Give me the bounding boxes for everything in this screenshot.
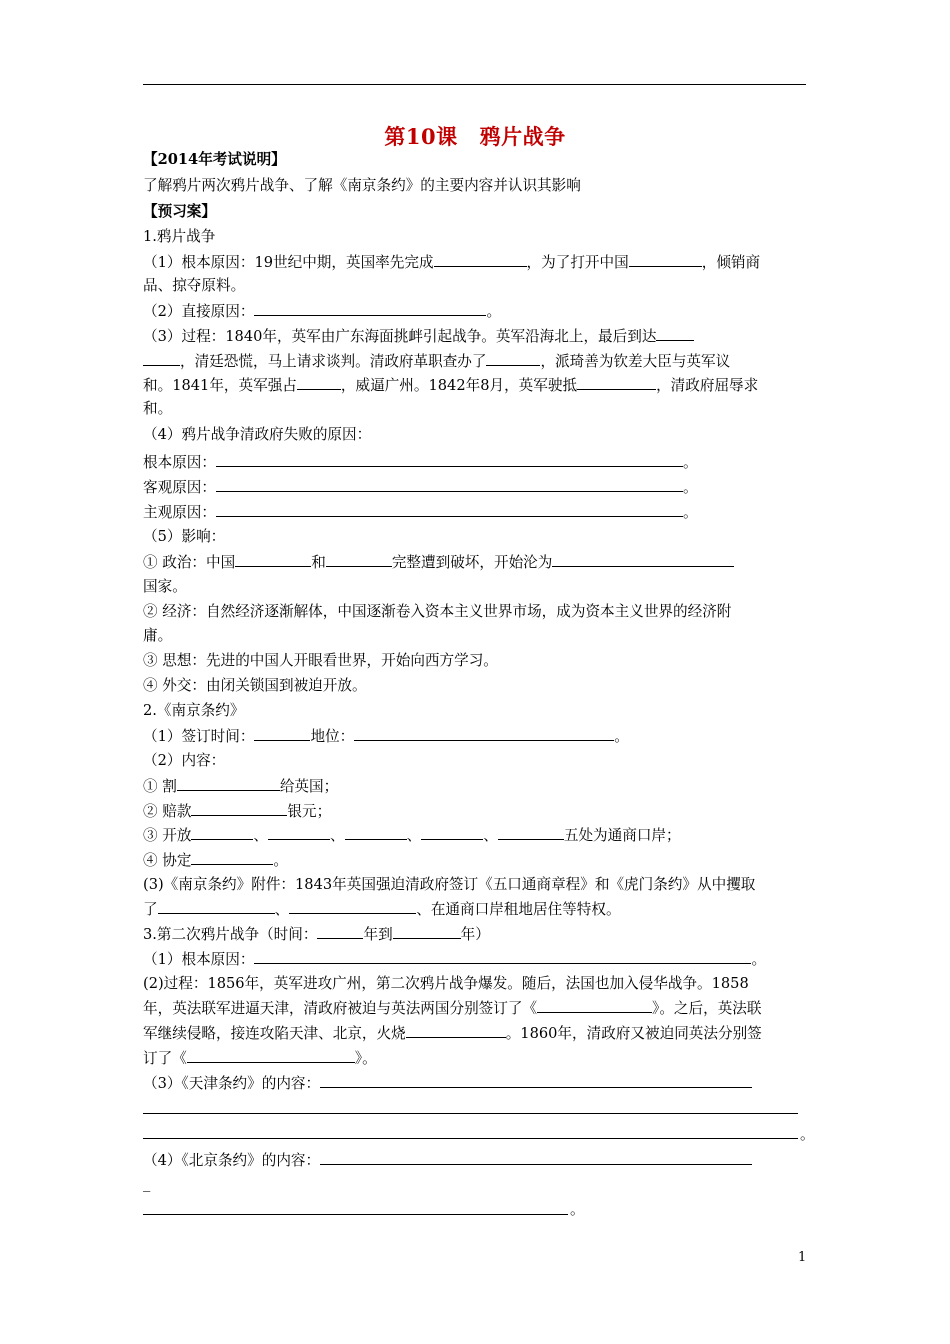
blank-port-5[interactable] [498,825,564,840]
blank-reach-place-a[interactable] [656,326,694,341]
blank-china-market[interactable] [629,252,702,267]
s3-beijing-dash: _ [143,1175,151,1192]
blank-failure-root[interactable] [216,452,683,467]
blank-tariff[interactable] [191,850,273,865]
blank-port-2[interactable] [268,825,330,840]
blank-failure-subjective[interactable] [216,502,683,517]
blank-status[interactable] [354,726,614,741]
blank-tianjin-content-2[interactable] [143,1113,798,1114]
preview-heading: 【预习案】 [143,203,216,220]
s2-tariff: ④ 协定 。 [143,852,289,869]
s1-failure-root: 根本原因： 。 [143,454,698,471]
blank-dismissed-official[interactable] [486,351,540,366]
header-rule [143,84,806,85]
s1-impact-diplomacy: ④ 外交：由闭关锁国到被迫开放。 [143,677,367,694]
s3-root-cause: （1）根本原因： 。 [143,951,767,968]
s1-root-cause: （1）根本原因：19世纪中期，英国率先完成 ，为了打开中国 ，倾销商 [143,254,761,271]
blank-privilege-1[interactable] [158,899,275,914]
s2-ports: ③ 开放 、 、 、 、 五处为通商口岸； [143,827,681,844]
blank-beijing-content-2[interactable] [143,1214,568,1215]
s2-cede: ① 割 给英国； [143,778,339,795]
s1-failure-objective: 客观原因： 。 [143,479,698,496]
s3-process-3: 军继续侵略，接连攻陷天津、北京，火烧 。1860年，清政府又被迫同英法分别签 [143,1025,762,1042]
lesson-topic: 鸦片战争 [479,124,566,149]
s2-annex-cont: 了 、 、在通商口岸租地居住等特权。 [143,901,621,918]
s2-annex: (3)《南京条约》附件：1843年英国强迫清政府签订《五口通商章程》和《虎门条约》从中攫取 [143,876,756,893]
s1-direct-cause: （2）直接原因： 。 [143,303,502,320]
blank-arrived-place[interactable] [577,375,656,390]
blank-start-year[interactable] [317,924,363,939]
blank-reach-place-b[interactable] [143,351,180,366]
s3-tianjin-content: （3）《天津条约》的内容： [143,1073,752,1094]
blank-direct-cause[interactable] [254,301,486,316]
s3-tianjin-end: 。 [800,1126,815,1143]
blank-burned-site[interactable] [406,1023,506,1038]
blank-end-year[interactable] [393,924,461,939]
blank-sign-time[interactable] [254,726,310,741]
s1-process-3: 和。1841年，英军强占 ，威逼广州。1842年8月，英军驶抵 ，清政府屈辱求 [143,377,759,394]
blank-privilege-2[interactable] [289,899,416,914]
page-title [0,121,950,151]
blank-semi-colonial[interactable] [552,552,734,567]
blank-beijing-content-1[interactable] [320,1150,752,1165]
blank-port-3[interactable] [345,825,407,840]
s1-impact-economic-cont: 庸。 [143,627,173,644]
s3-process-2: 年，英法联军进逼天津，清政府被迫与英法两国分别签订了《 》。之后，英法联 [143,1000,762,1017]
s1-root-cause-cont: 品、掠夺原料。 [143,277,246,294]
s2-sign-time: （1）签订时间： 地位： 。 [143,728,629,745]
blank-ceded-land[interactable] [177,776,280,791]
s1-process-1: （3）过程：1840年，英军由广东海面挑衅引起战争。英军沿海北上，最后到达 [143,326,694,347]
s3-beijing-end: 。 [570,1201,585,1218]
s3-beijing-content: （4）《北京条约》的内容： [143,1150,752,1171]
blank-port-4[interactable] [421,825,483,840]
section-3-heading: 3.第二次鸦片战争（时间： 年到 年） [143,926,490,943]
s1-impact-economic: ② 经济：自然经济逐渐解体，中国逐渐卷入资本主义世界市场，成为资本主义世界的经济附 [143,603,732,620]
s1-impact-ideology: ③ 思想：先进的中国人开眼看世界，开始向西方学习。 [143,652,498,669]
page-number: 1 [798,1250,807,1265]
section-1-heading: 1.鸦片战争 [143,228,216,245]
s1-failure-subjective: 主观原因： 。 [143,504,698,521]
s1-process-2: ，清廷恐慌，马上请求谈判。清政府革职查办了 ，派琦善为钦差大臣与英军议 [143,351,730,372]
blank-tianjin-treaty[interactable] [537,998,652,1013]
blank-tianjin-content-1[interactable] [320,1073,752,1088]
lesson-number: 第10课 [384,124,458,149]
s2-content-heading: （2）内容： [143,752,226,769]
blank-sovereignty[interactable] [235,552,311,567]
s1-impact-political-cont: 国家。 [143,578,187,595]
blank-tianjin-content-3[interactable] [143,1138,798,1139]
blank-second-war-cause[interactable] [254,949,751,964]
exam-heading: 【2014年考试说明】 [143,151,286,168]
blank-port-1[interactable] [191,825,253,840]
s1-failure-reasons: （4）鸦片战争清政府失败的原因： [143,426,372,443]
s1-impact-heading: （5）影响： [143,528,226,545]
blank-industrial-revolution[interactable] [434,252,527,267]
blank-territory[interactable] [326,552,392,567]
blank-indemnity[interactable] [191,801,287,816]
s3-process-4: 订了《 》。 [143,1050,377,1067]
section-2-heading: 2.《南京条约》 [143,702,245,719]
s2-indemnity: ② 赔款 银元； [143,803,332,820]
blank-beijing-treaty[interactable] [187,1048,355,1063]
blank-occupied-place[interactable] [297,375,341,390]
blank-failure-objective[interactable] [216,477,683,492]
exam-description: 了解鸦片两次鸦片战争、了解《南京条约》的主要内容并认识其影响 [143,177,581,194]
s1-process-4: 和。 [143,400,173,417]
s3-process-1: (2)过程：1856年，英军进攻广州，第二次鸦片战争爆发。随后，法国也加入侵华战争。1858 [143,975,749,992]
s1-impact-political: ① 政治：中国 和 完整遭到破坏，开始沦为 [143,552,734,573]
